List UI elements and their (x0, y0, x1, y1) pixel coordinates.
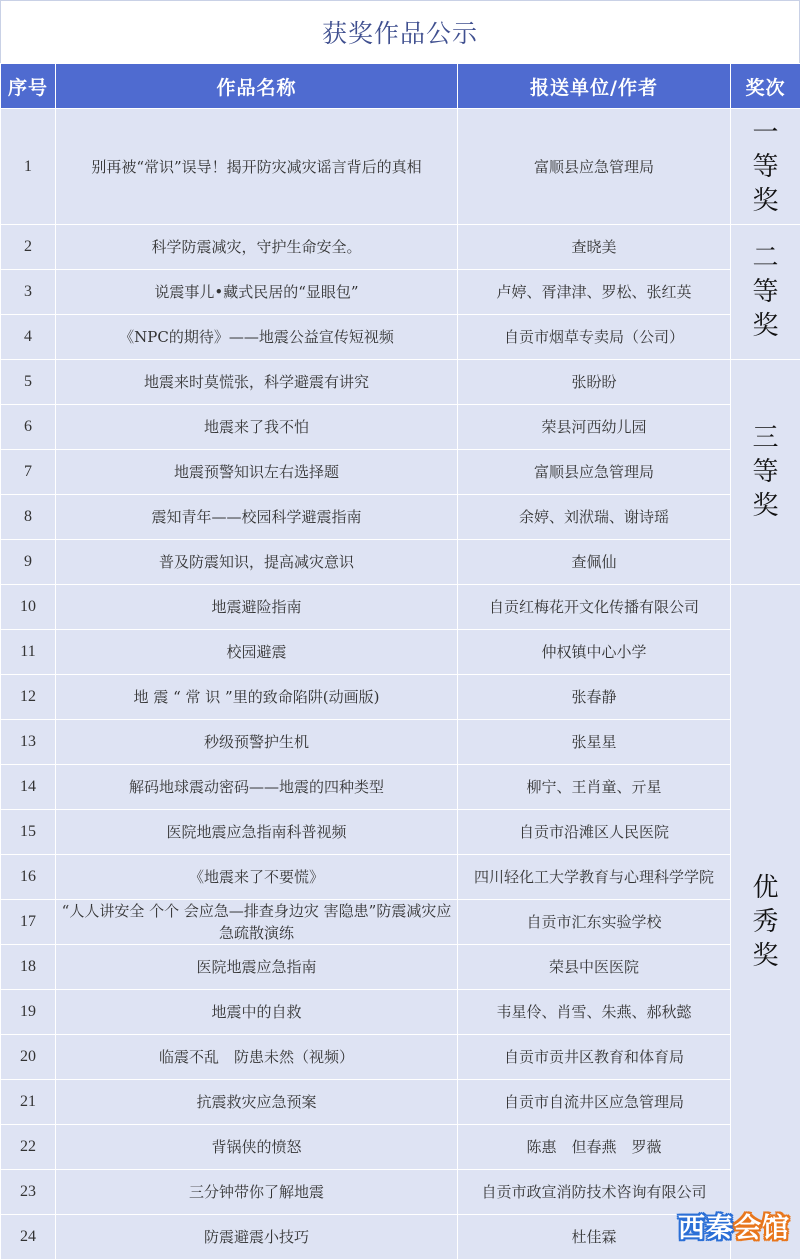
header-award: 奖次 (731, 64, 800, 109)
author: 张盼盼 (458, 360, 731, 405)
row-number: 6 (1, 405, 56, 450)
table-row (1, 405, 800, 450)
work-name: 普及防震知识，提高减灾意识 (56, 540, 458, 585)
row-number: 8 (1, 495, 56, 540)
row-number: 20 (1, 1035, 56, 1080)
table-row (1, 945, 800, 990)
work-name: 抗震救灾应急预案 (56, 1080, 458, 1125)
row-number: 15 (1, 810, 56, 855)
author: 卢婷、胥津津、罗松、张红英 (458, 270, 731, 315)
row-number: 12 (1, 675, 56, 720)
work-name: 校园避震 (56, 630, 458, 675)
author: 荣县中医医院 (458, 945, 731, 990)
row-number: 18 (1, 945, 56, 990)
table-row (1, 495, 800, 540)
row-number: 2 (1, 225, 56, 270)
table-row (1, 109, 800, 225)
work-name: 地 震 “ 常 识 ”里的致命陷阱(动画版) (56, 675, 458, 720)
table-row (1, 855, 800, 900)
page-title: 获奖作品公示 (0, 0, 800, 64)
table-row (1, 270, 800, 315)
table-row (1, 765, 800, 810)
row-number: 1 (1, 109, 56, 225)
work-name: 《地震来了不要慌》 (56, 855, 458, 900)
author: 余婷、刘洑瑞、谢诗瑶 (458, 495, 731, 540)
work-name: 医院地震应急指南科普视频 (56, 810, 458, 855)
author: 富顺县应急管理局 (458, 109, 731, 225)
row-number: 23 (1, 1170, 56, 1215)
table-row (1, 900, 800, 945)
work-name: 背锅侠的愤怒 (56, 1125, 458, 1170)
work-name: 科学防震减灾，守护生命安全。 (56, 225, 458, 270)
row-number: 14 (1, 765, 56, 810)
work-name: “人人讲安全 个个 会应急—排查身边灾 害隐患”防震减灾应 急疏散演练 (56, 900, 458, 945)
row-number: 5 (1, 360, 56, 405)
author: 韦星伶、肖雪、朱燕、郝秋懿 (458, 990, 731, 1035)
table-row (1, 315, 800, 360)
header-author: 报送单位/作者 (458, 64, 731, 109)
author: 自贡市自流井区应急管理局 (458, 1080, 731, 1125)
work-name: 震知青年——校园科学避震指南 (56, 495, 458, 540)
author: 杜佳霖 (458, 1215, 731, 1260)
work-name: 医院地震应急指南 (56, 945, 458, 990)
table-row (1, 360, 800, 405)
row-number: 10 (1, 585, 56, 630)
table-row (1, 450, 800, 495)
row-number: 21 (1, 1080, 56, 1125)
row-number: 9 (1, 540, 56, 585)
table-row (1, 675, 800, 720)
table-header-row (1, 64, 800, 109)
author: 自贡市政宣消防技术咨询有限公司 (458, 1170, 731, 1215)
work-name: 秒级预警护生机 (56, 720, 458, 765)
table-row (1, 720, 800, 765)
work-name: 防震避震小技巧 (56, 1215, 458, 1260)
author: 查晓美 (458, 225, 731, 270)
work-name: 地震来时莫慌张，科学避震有讲究 (56, 360, 458, 405)
award-second: 二等奖 (731, 225, 800, 360)
author: 荣县河西幼儿园 (458, 405, 731, 450)
table-row (1, 585, 800, 630)
table-row (1, 1080, 800, 1125)
author: 张春静 (458, 675, 731, 720)
table-row (1, 810, 800, 855)
author: 自贡红梅花开文化传播有限公司 (458, 585, 731, 630)
awards-table (0, 63, 800, 1260)
work-name: 地震来了我不怕 (56, 405, 458, 450)
header-no: 序号 (1, 64, 56, 109)
award-third: 三等奖 (731, 360, 800, 585)
site-watermark-logo: 西秦会馆 (678, 1206, 790, 1245)
header-name: 作品名称 (56, 64, 458, 109)
table-row (1, 225, 800, 270)
table-row (1, 540, 800, 585)
work-name: 解码地球震动密码——地震的四种类型 (56, 765, 458, 810)
row-number: 22 (1, 1125, 56, 1170)
work-name: 三分钟带你了解地震 (56, 1170, 458, 1215)
author: 张星星 (458, 720, 731, 765)
work-name: 《NPC的期待》——地震公益宣传短视频 (56, 315, 458, 360)
author: 富顺县应急管理局 (458, 450, 731, 495)
row-number: 16 (1, 855, 56, 900)
table-row (1, 630, 800, 675)
author: 查佩仙 (458, 540, 731, 585)
award-first: 一等奖 (731, 109, 800, 225)
award-excellent: 优秀奖 (731, 585, 800, 1260)
work-name: 地震中的自救 (56, 990, 458, 1035)
author: 柳宁、王肖童、亓星 (458, 765, 731, 810)
author: 四川轻化工大学教育与心理科学学院 (458, 855, 731, 900)
table-row (1, 990, 800, 1035)
row-number: 24 (1, 1215, 56, 1260)
work-name: 地震预警知识左右选择题 (56, 450, 458, 495)
row-number: 13 (1, 720, 56, 765)
author: 自贡市烟草专卖局（公司） (458, 315, 731, 360)
row-number: 17 (1, 900, 56, 945)
row-number: 7 (1, 450, 56, 495)
author: 自贡市沿滩区人民医院 (458, 810, 731, 855)
author: 陈惠 但春燕 罗薇 (458, 1125, 731, 1170)
author: 仲权镇中心小学 (458, 630, 731, 675)
table-row (1, 1035, 800, 1080)
work-name: 临震不乱 防患未然（视频） (56, 1035, 458, 1080)
author: 自贡市汇东实验学校 (458, 900, 731, 945)
table-row (1, 1125, 800, 1170)
row-number: 11 (1, 630, 56, 675)
work-name: 地震避险指南 (56, 585, 458, 630)
work-name: 说震事儿•藏式民居的“显眼包” (56, 270, 458, 315)
author: 自贡市贡井区教育和体育局 (458, 1035, 731, 1080)
row-number: 4 (1, 315, 56, 360)
work-name: 别再被“常识”误导！揭开防灾减灾谣言背后的真相 (56, 109, 458, 225)
row-number: 3 (1, 270, 56, 315)
row-number: 19 (1, 990, 56, 1035)
